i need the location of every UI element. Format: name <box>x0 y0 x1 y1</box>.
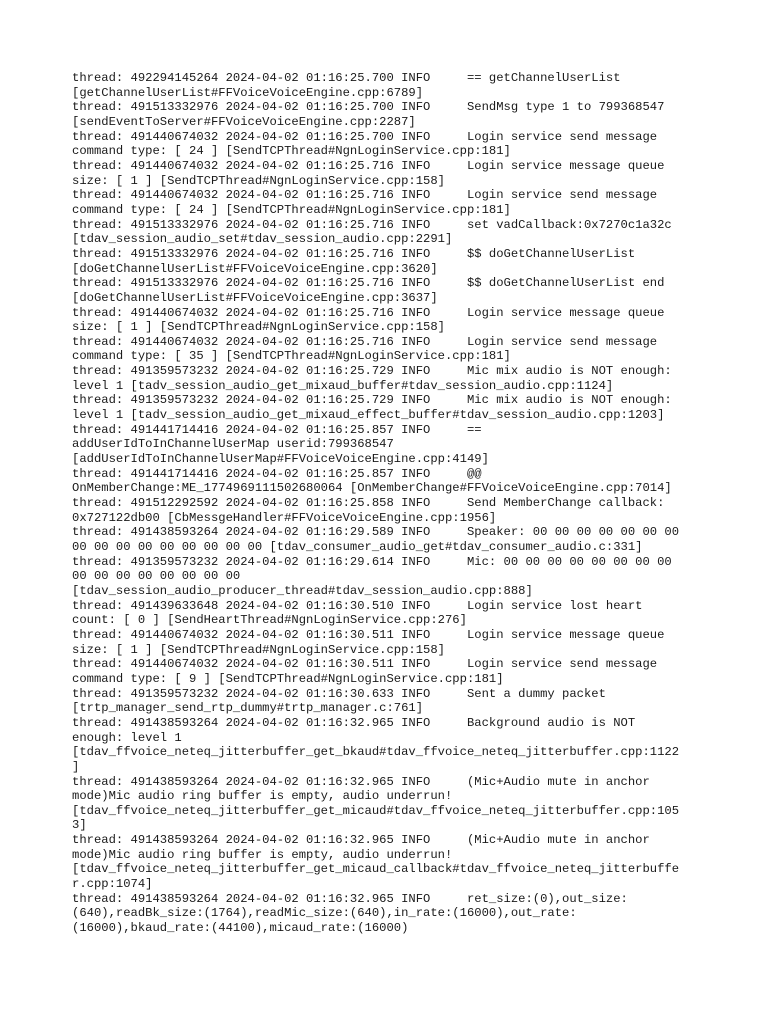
log-line: thread: 491438593264 2024-04-02 01:16:32.965 INFO (Mic+Audio mute in anchor <box>72 833 650 848</box>
log-line: thread: 491440674032 2024-04-02 01:16:25.700 INFO Login service send message <box>72 129 658 144</box>
log-line: thread: 491513332976 2024-04-02 01:16:25.716 INFO set vadCallback:0x7270c1a32c <box>72 217 672 232</box>
log-line: thread: 491359573232 2024-04-02 01:16:25.729 INFO Mic mix audio is NOT enough: <box>72 393 672 408</box>
log-line: addUserIdToInChannelUserMap userid:799368547 <box>72 437 394 452</box>
log-line: [doGetChannelUserList#FFVoiceVoiceEngine.cpp:3620] <box>72 261 438 276</box>
log-line: [tdav_ffvoice_neteq_jitterbuffer_get_micaud#tdav_ffvoice_neteq_jitterbuffer.cpp:105 <box>72 803 680 818</box>
log-line: 3] <box>72 818 87 833</box>
log-line: thread: 491441714416 2024-04-02 01:16:25.857 INFO == <box>72 422 482 437</box>
log-line: command type: [ 24 ] [SendTCPThread#NgnLoginService.cpp:181] <box>72 144 511 159</box>
log-line: r.cpp:1074] <box>72 877 153 892</box>
log-line: [sendEventToServer#FFVoiceVoiceEngine.cpp:2287] <box>72 114 416 129</box>
log-line: (640),readBk_size:(1764),readMic_size:(640),in_rate:(16000),out_rate: <box>72 906 577 921</box>
log-line: thread: 491359573232 2024-04-02 01:16:29.614 INFO Mic: 00 00 00 00 00 00 00 00 <box>72 554 672 569</box>
log-line: command type: [ 24 ] [SendTCPThread#NgnLoginService.cpp:181] <box>72 202 511 217</box>
log-line: thread: 491439633648 2024-04-02 01:16:30.510 INFO Login service lost heart <box>72 598 643 613</box>
log-line: [addUserIdToInChannelUserMap#FFVoiceVoiceEngine.cpp:4149] <box>72 452 489 467</box>
log-line: thread: 491359573232 2024-04-02 01:16:30.633 INFO Sent a dummy packet <box>72 686 606 701</box>
log-line: [doGetChannelUserList#FFVoiceVoiceEngine.cpp:3637] <box>72 290 438 305</box>
log-line: [tdav_session_audio_producer_thread#tdav_session_audio.cpp:888] <box>72 583 533 598</box>
log-line: thread: 491440674032 2024-04-02 01:16:30.511 INFO Login service send message <box>72 657 658 672</box>
log-line: [tdav_ffvoice_neteq_jitterbuffer_get_bkaud#tdav_ffvoice_neteq_jitterbuffer.cpp:1122 <box>72 745 680 760</box>
log-line: command type: [ 9 ] [SendTCPThread#NgnLoginService.cpp:181] <box>72 671 504 686</box>
log-line: thread: 491513332976 2024-04-02 01:16:25.716 INFO $$ doGetChannelUserList <box>72 246 636 261</box>
log-line: 0x727122db00 [CbMessgeHandler#FFVoiceVoiceEngine.cpp:1956] <box>72 510 497 525</box>
log-line: enough: level 1 <box>72 730 182 745</box>
log-line: thread: 491440674032 2024-04-02 01:16:25.716 INFO Login service send message <box>72 334 658 349</box>
log-line: 00 00 00 00 00 00 00 00 <box>72 569 241 584</box>
log-line: mode)Mic audio ring buffer is empty, audio underrun! <box>72 847 453 862</box>
log-line: [tdav_session_audio_set#tdav_session_audio.cpp:2291] <box>72 232 453 247</box>
log-line: ] <box>72 759 80 774</box>
log-line: size: [ 1 ] [SendTCPThread#NgnLoginService.cpp:158] <box>72 320 445 335</box>
log-line: thread: 491513332976 2024-04-02 01:16:25.716 INFO $$ doGetChannelUserList end <box>72 276 665 291</box>
log-line: [tdav_ffvoice_neteq_jitterbuffer_get_micaud_callback#tdav_ffvoice_neteq_jitterbuffe <box>72 862 680 877</box>
log-line: thread: 491438593264 2024-04-02 01:16:29.589 INFO Speaker: 00 00 00 00 00 00 00 <box>72 525 680 540</box>
log-line: count: [ 0 ] [SendHeartThread#NgnLoginService.cpp:276] <box>72 613 467 628</box>
log-line: size: [ 1 ] [SendTCPThread#NgnLoginService.cpp:158] <box>72 173 445 188</box>
log-line: [trtp_manager_send_rtp_dummy#trtp_manager.c:761] <box>72 701 424 716</box>
log-line: thread: 492294145264 2024-04-02 01:16:25.700 INFO == getChannelUserList <box>72 71 621 85</box>
log-line: size: [ 1 ] [SendTCPThread#NgnLoginService.cpp:158] <box>72 642 445 657</box>
log-line: level 1 [tadv_session_audio_get_mixaud_effect_buffer#tdav_session_audio.cpp:1203] <box>72 408 665 423</box>
log-line: OnMemberChange:ME_1774969111502680064 [OnMemberChange#FFVoiceVoiceEngine.cpp:7014] <box>72 481 672 496</box>
log-line: thread: 491513332976 2024-04-02 01:16:25.700 INFO SendMsg type 1 to 799368547 <box>72 100 665 115</box>
log-line: thread: 491438593264 2024-04-02 01:16:32.965 INFO (Mic+Audio mute in anchor <box>72 774 650 789</box>
log-line: thread: 491440674032 2024-04-02 01:16:25.716 INFO Login service message queue <box>72 305 665 320</box>
log-line: thread: 491512292592 2024-04-02 01:16:25.858 INFO Send MemberChange callback: <box>72 496 665 511</box>
log-line: thread: 491440674032 2024-04-02 01:16:25.716 INFO Login service send message <box>72 188 658 203</box>
log-line: thread: 491440674032 2024-04-02 01:16:30.511 INFO Login service message queue <box>72 627 665 642</box>
log-line: [getChannelUserList#FFVoiceVoiceEngine.cpp:6789] <box>72 85 424 100</box>
log-line: thread: 491359573232 2024-04-02 01:16:25.729 INFO Mic mix audio is NOT enough: <box>72 364 672 379</box>
log-line: command type: [ 35 ] [SendTCPThread#NgnLoginService.cpp:181] <box>72 349 511 364</box>
log-line: thread: 491441714416 2024-04-02 01:16:25.857 INFO @@ <box>72 466 482 481</box>
log-line: mode)Mic audio ring buffer is empty, audio underrun! <box>72 789 453 804</box>
log-line: (16000),bkaud_rate:(44100),micaud_rate:(16000) <box>72 921 409 936</box>
log-line: 00 00 00 00 00 00 00 00 00 [tdav_consumer_audio_get#tdav_consumer_audio.c:331] <box>72 540 643 554</box>
log-line: thread: 491440674032 2024-04-02 01:16:25.716 INFO Login service message queue <box>72 158 665 173</box>
log-line: thread: 491438593264 2024-04-02 01:16:32.965 INFO ret_size:(0),out_size: <box>72 891 628 906</box>
log-document <box>72 71 702 936</box>
log-line: level 1 [tadv_session_audio_get_mixaud_buffer#tdav_session_audio.cpp:1124] <box>72 378 614 393</box>
log-line: thread: 491438593264 2024-04-02 01:16:32.965 INFO Background audio is NOT <box>72 715 636 730</box>
